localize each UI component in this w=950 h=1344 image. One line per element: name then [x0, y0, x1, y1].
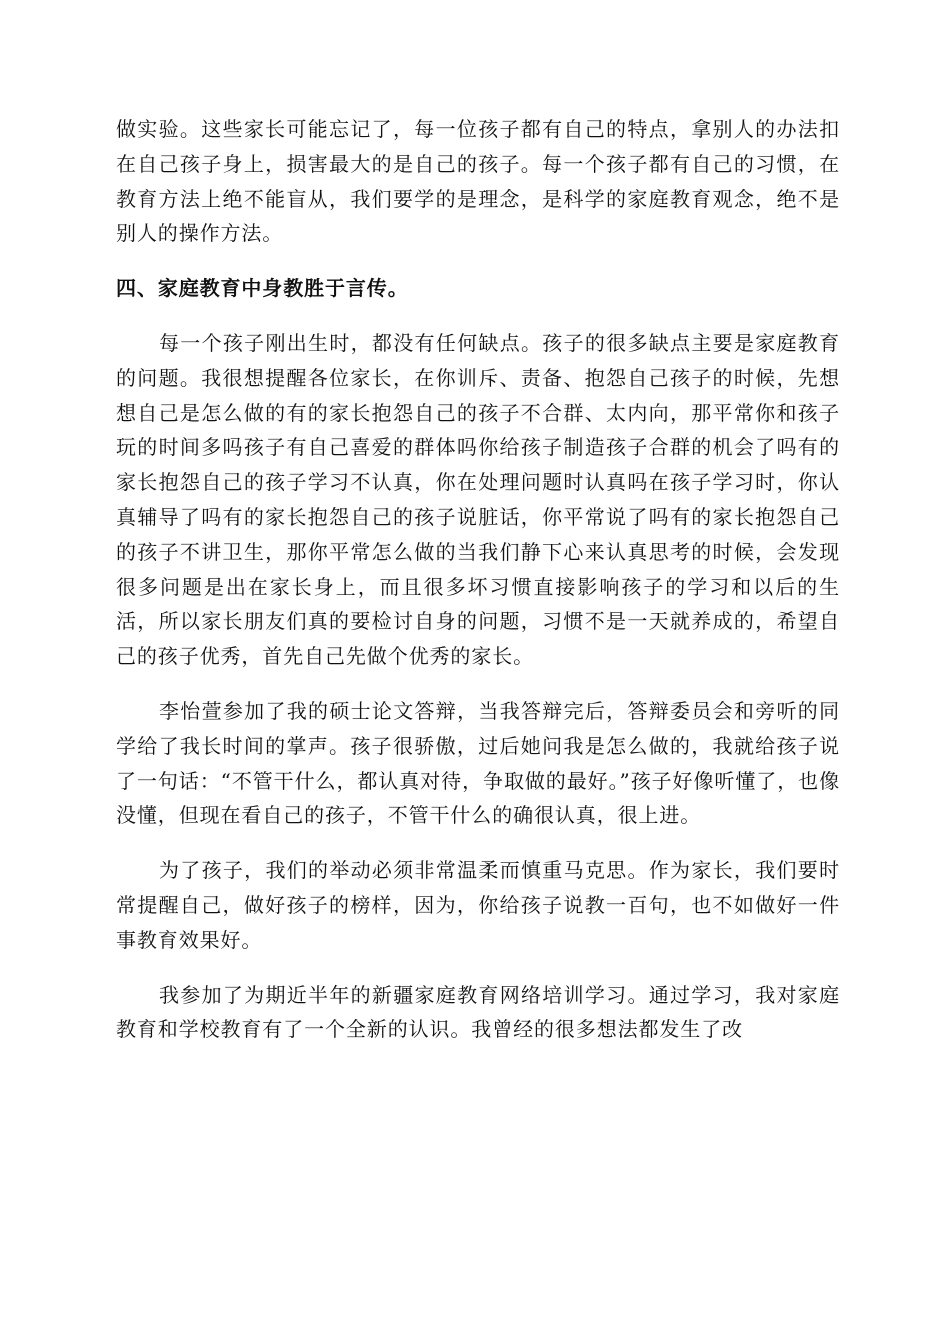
paragraph-continuation: 做实验。这些家长可能忘记了，每一位孩子都有自己的特点，拿别人的办法扣在自己孩子身上，损害最大的是自己的孩子。每一个孩子都有自己的习惯，在教育方法上绝不能盲从，我们要学的是理念，是科学的家庭教育观念，绝不是别人的操作方法。 — [116, 117, 840, 246]
paragraph-body: 每一个孩子刚出生时，都没有任何缺点。孩子的很多缺点主要是家庭教育的问题。我很想提醒各位家长，在你训斥、责备、抱怨自己孩子的时候，先想想自己是怎么做的有的家长抱怨自己的孩子不合群、太内向，那平常你和孩子玩的时间多吗孩子有自己喜爱的群体吗你给孩子制造孩子合群的机会了吗有的家长抱怨自己的孩子学习不认真，你在处理问题时认真吗在孩子学习时，你认真辅导了吗有的家长抱怨自己的孩子说脏话，你平常说了吗有的家长抱怨自己的孩子不讲卫生，那你平常怎么做的当我们静下心来认真思考的时候，会发现很多问题是出在家长身上，而且很多坏习惯直接影响孩子的学习和以后的生活，所以家长朋友们真的要检讨自身的问题，习惯不是一天就养成的，希望自己的孩子优秀，首先自己先做个优秀的家长。 — [116, 330, 840, 669]
document-page — [116, 112, 840, 1047]
paragraph-body: 李怡萱参加了我的硕士论文答辩，当我答辩完后，答辩委员会和旁听的同学给了我长时间的掌声。孩子很骄傲，过后她问我是怎么做的，我就给孩子说了一句话：“不管干什么，都认真对待，争取做的最好。”孩子好像听懂了，也像没懂，但现在看自己的孩子，不管干什么的确很认真，很上进。 — [116, 698, 840, 828]
section-heading: 四、家庭教育中身教胜于言传。 — [116, 276, 409, 301]
paragraph-body: 为了孩子，我们的举动必须非常温柔而慎重马克思。作为家长，我们要时常提醒自己，做好孩子的榜样，因为，你给孩子说教一百句，也不如做好一件事教育效果好。 — [116, 858, 840, 952]
paragraph-body: 我参加了为期近半年的新疆家庭教育网络培训学习。通过学习，我对家庭教育和学校教育有了一个全新的认识。我曾经的很多想法都发生了改 — [116, 982, 840, 1042]
